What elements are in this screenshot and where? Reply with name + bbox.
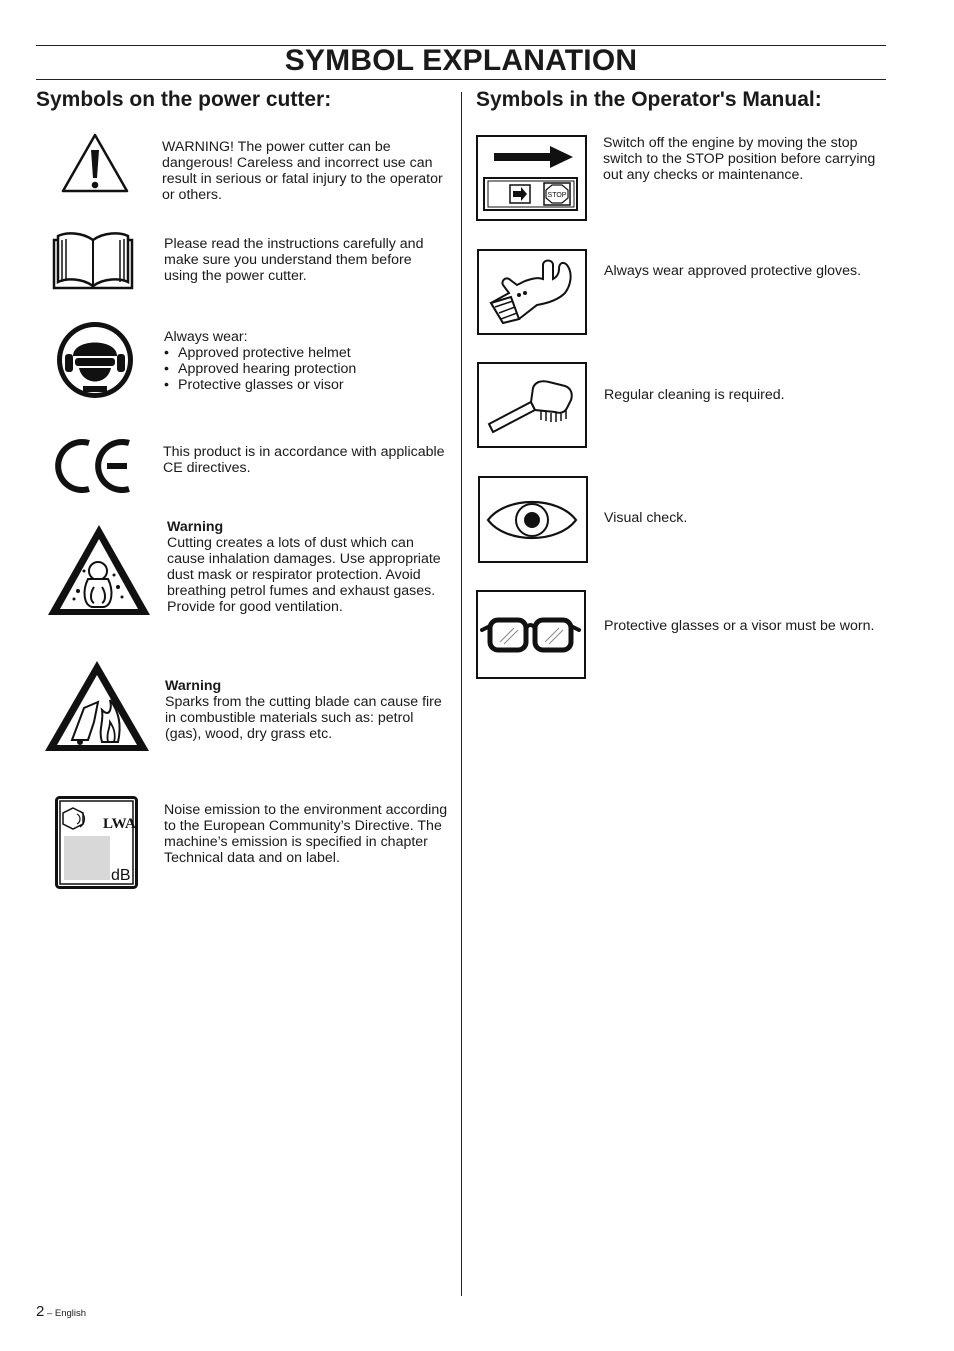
noise-emission-label-icon: [55, 796, 138, 889]
always-wear-text: Always wear: • Approved protective helmet • Approved hearing protection • Protective glasses or visor: [164, 329, 449, 393]
visual-check-text: Visual check.: [604, 510, 688, 526]
cleaning-text: Regular cleaning is required.: [604, 387, 785, 403]
warning-text: WARNING! The power cutter can be dangerous! Careless and incorrect use can result in serious or fatal injury to the operator or others.: [162, 139, 443, 203]
ce-text: This product is in accordance with applicable CE directives.: [163, 444, 445, 476]
fire-warning-heading: Warning: [165, 678, 222, 694]
noise-emission-text: Noise emission to the environment according to the European Community’s Directive. The machine’s emission is specified in chapter Technical data and on label.: [164, 802, 448, 866]
open-book-icon: [52, 230, 134, 290]
stop-switch-icon: [476, 135, 587, 221]
protective-glasses-icon: [476, 590, 586, 679]
cleaning-brush-icon: [477, 362, 587, 448]
left-heading: Symbols on the power cutter:: [36, 88, 332, 111]
bullet-hearing: • Approved hearing protection: [164, 361, 449, 377]
warning-triangle-icon: [60, 132, 130, 194]
noise-label-lwa: LWA: [103, 816, 136, 832]
protective-gear-icon: [55, 320, 135, 400]
right-heading: Symbols in the Operator's Manual:: [476, 88, 822, 111]
noise-label-db: dB: [111, 867, 131, 884]
dust-warning-heading: Warning: [167, 519, 224, 535]
eye-icon: [478, 476, 588, 563]
page-footer: [36, 1303, 86, 1320]
glasses-text: Protective glasses or a visor must be worn.: [604, 618, 875, 634]
dust-inhalation-warning-icon: [44, 521, 154, 619]
page-title: SYMBOL EXPLANATION: [284, 44, 638, 77]
bullet-helmet: • Approved protective helmet: [164, 345, 449, 361]
stop-label: STOP: [547, 192, 567, 199]
ce-mark-icon: [55, 437, 135, 495]
page-number: 2: [36, 1303, 45, 1320]
gloves-text: Always wear approved protective gloves.: [604, 263, 862, 279]
bullet-glasses: • Protective glasses or visor: [164, 377, 449, 393]
title-rule: [36, 79, 886, 80]
fire-hazard-warning-icon: [42, 658, 152, 754]
read-instructions-text: Please read the instructions carefully and make sure you understand them before using the power cutter.: [164, 236, 424, 284]
dust-warning-text: Warning Cutting creates a lots of dust which can cause inhalation damages. Use appropriate dust mask or respirator protection. Avoid breathing petrol fumes and exhaust gases. Provide for good ventilation.: [167, 519, 441, 615]
stop-switch-text: Switch off the engine by moving the stop switch to the STOP position before carrying out any checks or maintenance.: [603, 135, 876, 183]
column-divider: [461, 92, 462, 1296]
footer-language: – English: [44, 1308, 87, 1319]
fire-warning-text: Warning Sparks from the cutting blade can cause fire in combustible materials such as: petrol (gas), wood, dry grass etc.: [165, 678, 442, 742]
protective-glove-icon: [477, 249, 587, 335]
